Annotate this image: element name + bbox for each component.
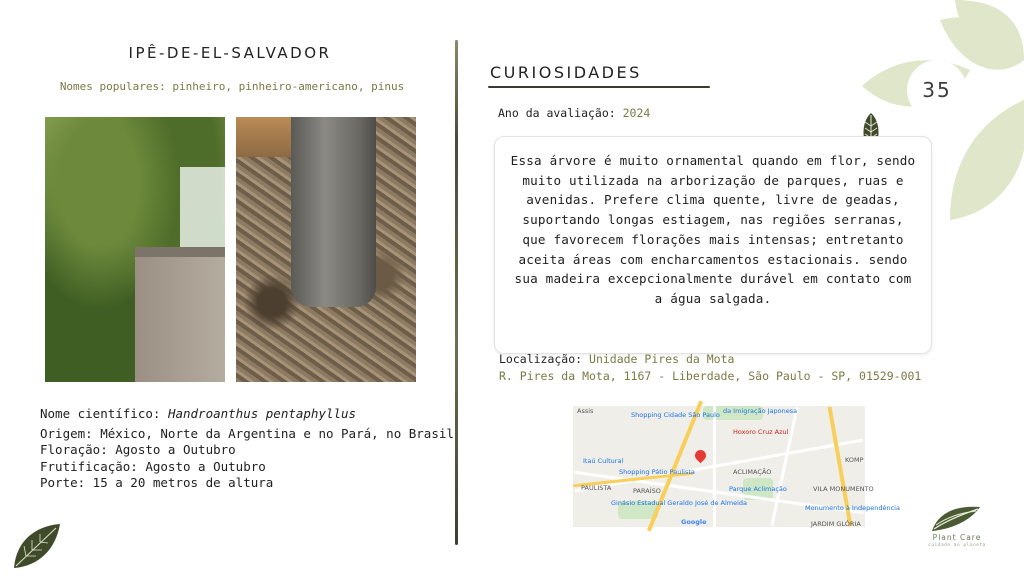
plant-care-logo-icon (930, 503, 982, 533)
map-label: Hoxoro Cruz Azul (733, 428, 789, 436)
map-label: Shopping Pátio Paulista (619, 468, 695, 476)
address: R. Pires da Mota, 1167 - Liberdade, São Paulo - SP, 01529-001 (499, 369, 922, 383)
flowering-line: Floração: Agosto a Outubro (40, 442, 236, 457)
section-underline (488, 86, 710, 88)
location-map[interactable] (573, 406, 900, 528)
section-title: CURIOSIDADES (490, 63, 642, 82)
map-label: PAULISTA (581, 484, 612, 492)
curiosity-box (494, 136, 932, 354)
location-value: Unidade Pires da Mota (589, 352, 735, 366)
wall (135, 257, 225, 382)
tree-photo-canopy (45, 117, 225, 382)
map-label: JARDIM GLÓRIA (811, 520, 861, 528)
map-label: da Imigração Japonesa (723, 407, 798, 415)
fruiting-line: Frutificação: Agosto a Outubro (40, 459, 266, 474)
map-label: ACLIMAÇÃO (733, 468, 772, 476)
tree-photo-trunk (236, 117, 416, 382)
map-label: Ginásio Estadual Geraldo José de Almeida (611, 499, 748, 507)
map-avenue (647, 400, 703, 531)
map-label: Itaú Cultural (583, 457, 624, 465)
location-line (499, 352, 734, 366)
map-label: Shopping Cidade São Paulo (631, 411, 720, 419)
year-label: Ano da avaliação: (498, 106, 623, 120)
scientific-label: Nome científico: (40, 406, 168, 421)
google-logo: Google (681, 518, 707, 526)
map-label: Monumento à Independência (805, 504, 900, 512)
tree-title: IPÊ-DE-EL-SALVADOR (128, 44, 332, 62)
column-divider (455, 40, 458, 545)
logo-name: Plant Care (932, 533, 982, 542)
origin-line: Origem: México, Norte da Argentina e no Pará, no Brasil (40, 426, 454, 441)
leaf-shape-lower (950, 100, 1024, 220)
decorative-leaf-bottom-left (10, 522, 62, 570)
fence (236, 117, 296, 157)
map-label: PARAÍSO (633, 487, 661, 495)
year-value: 2024 (622, 106, 651, 120)
location-pin-icon[interactable] (693, 448, 709, 464)
map-label: Parque Aclimação (729, 485, 787, 493)
logo-tagline: cuidado ao planeta (928, 543, 986, 548)
map-label: VILA MONUMENTO (813, 485, 874, 493)
location-label: Localização: (499, 352, 590, 366)
map-road (713, 406, 716, 527)
scientific-name-line (40, 406, 356, 421)
map-label: Assis (577, 407, 594, 415)
trunk (291, 117, 376, 307)
sky-area (180, 167, 225, 247)
map-road (770, 407, 798, 526)
scientific-name: Handroanthus pentaphyllus (167, 406, 357, 421)
popular-names: Nomes populares: pinheiro, pinheiro-americano, pinus (59, 80, 405, 93)
page-number: 35 (922, 78, 952, 102)
evaluation-year (498, 106, 650, 120)
size-line: Porte: 15 a 20 metros de altura (40, 475, 274, 490)
map-label: KOMP (845, 456, 864, 464)
curiosity-text: Essa árvore é muito ornamental quando em flor, sendo muito utilizada na arborização de parques, ruas e avenidas. Prefere clima quente, livre de geadas, suportando longas estiagem, nas regiões serranas, que favorecem florações mais intensas; entretanto aceita áreas com encharcamentos estacionais. sendo sua madeira excepcionalmente durável em contato com a água salgada. (510, 153, 916, 306)
